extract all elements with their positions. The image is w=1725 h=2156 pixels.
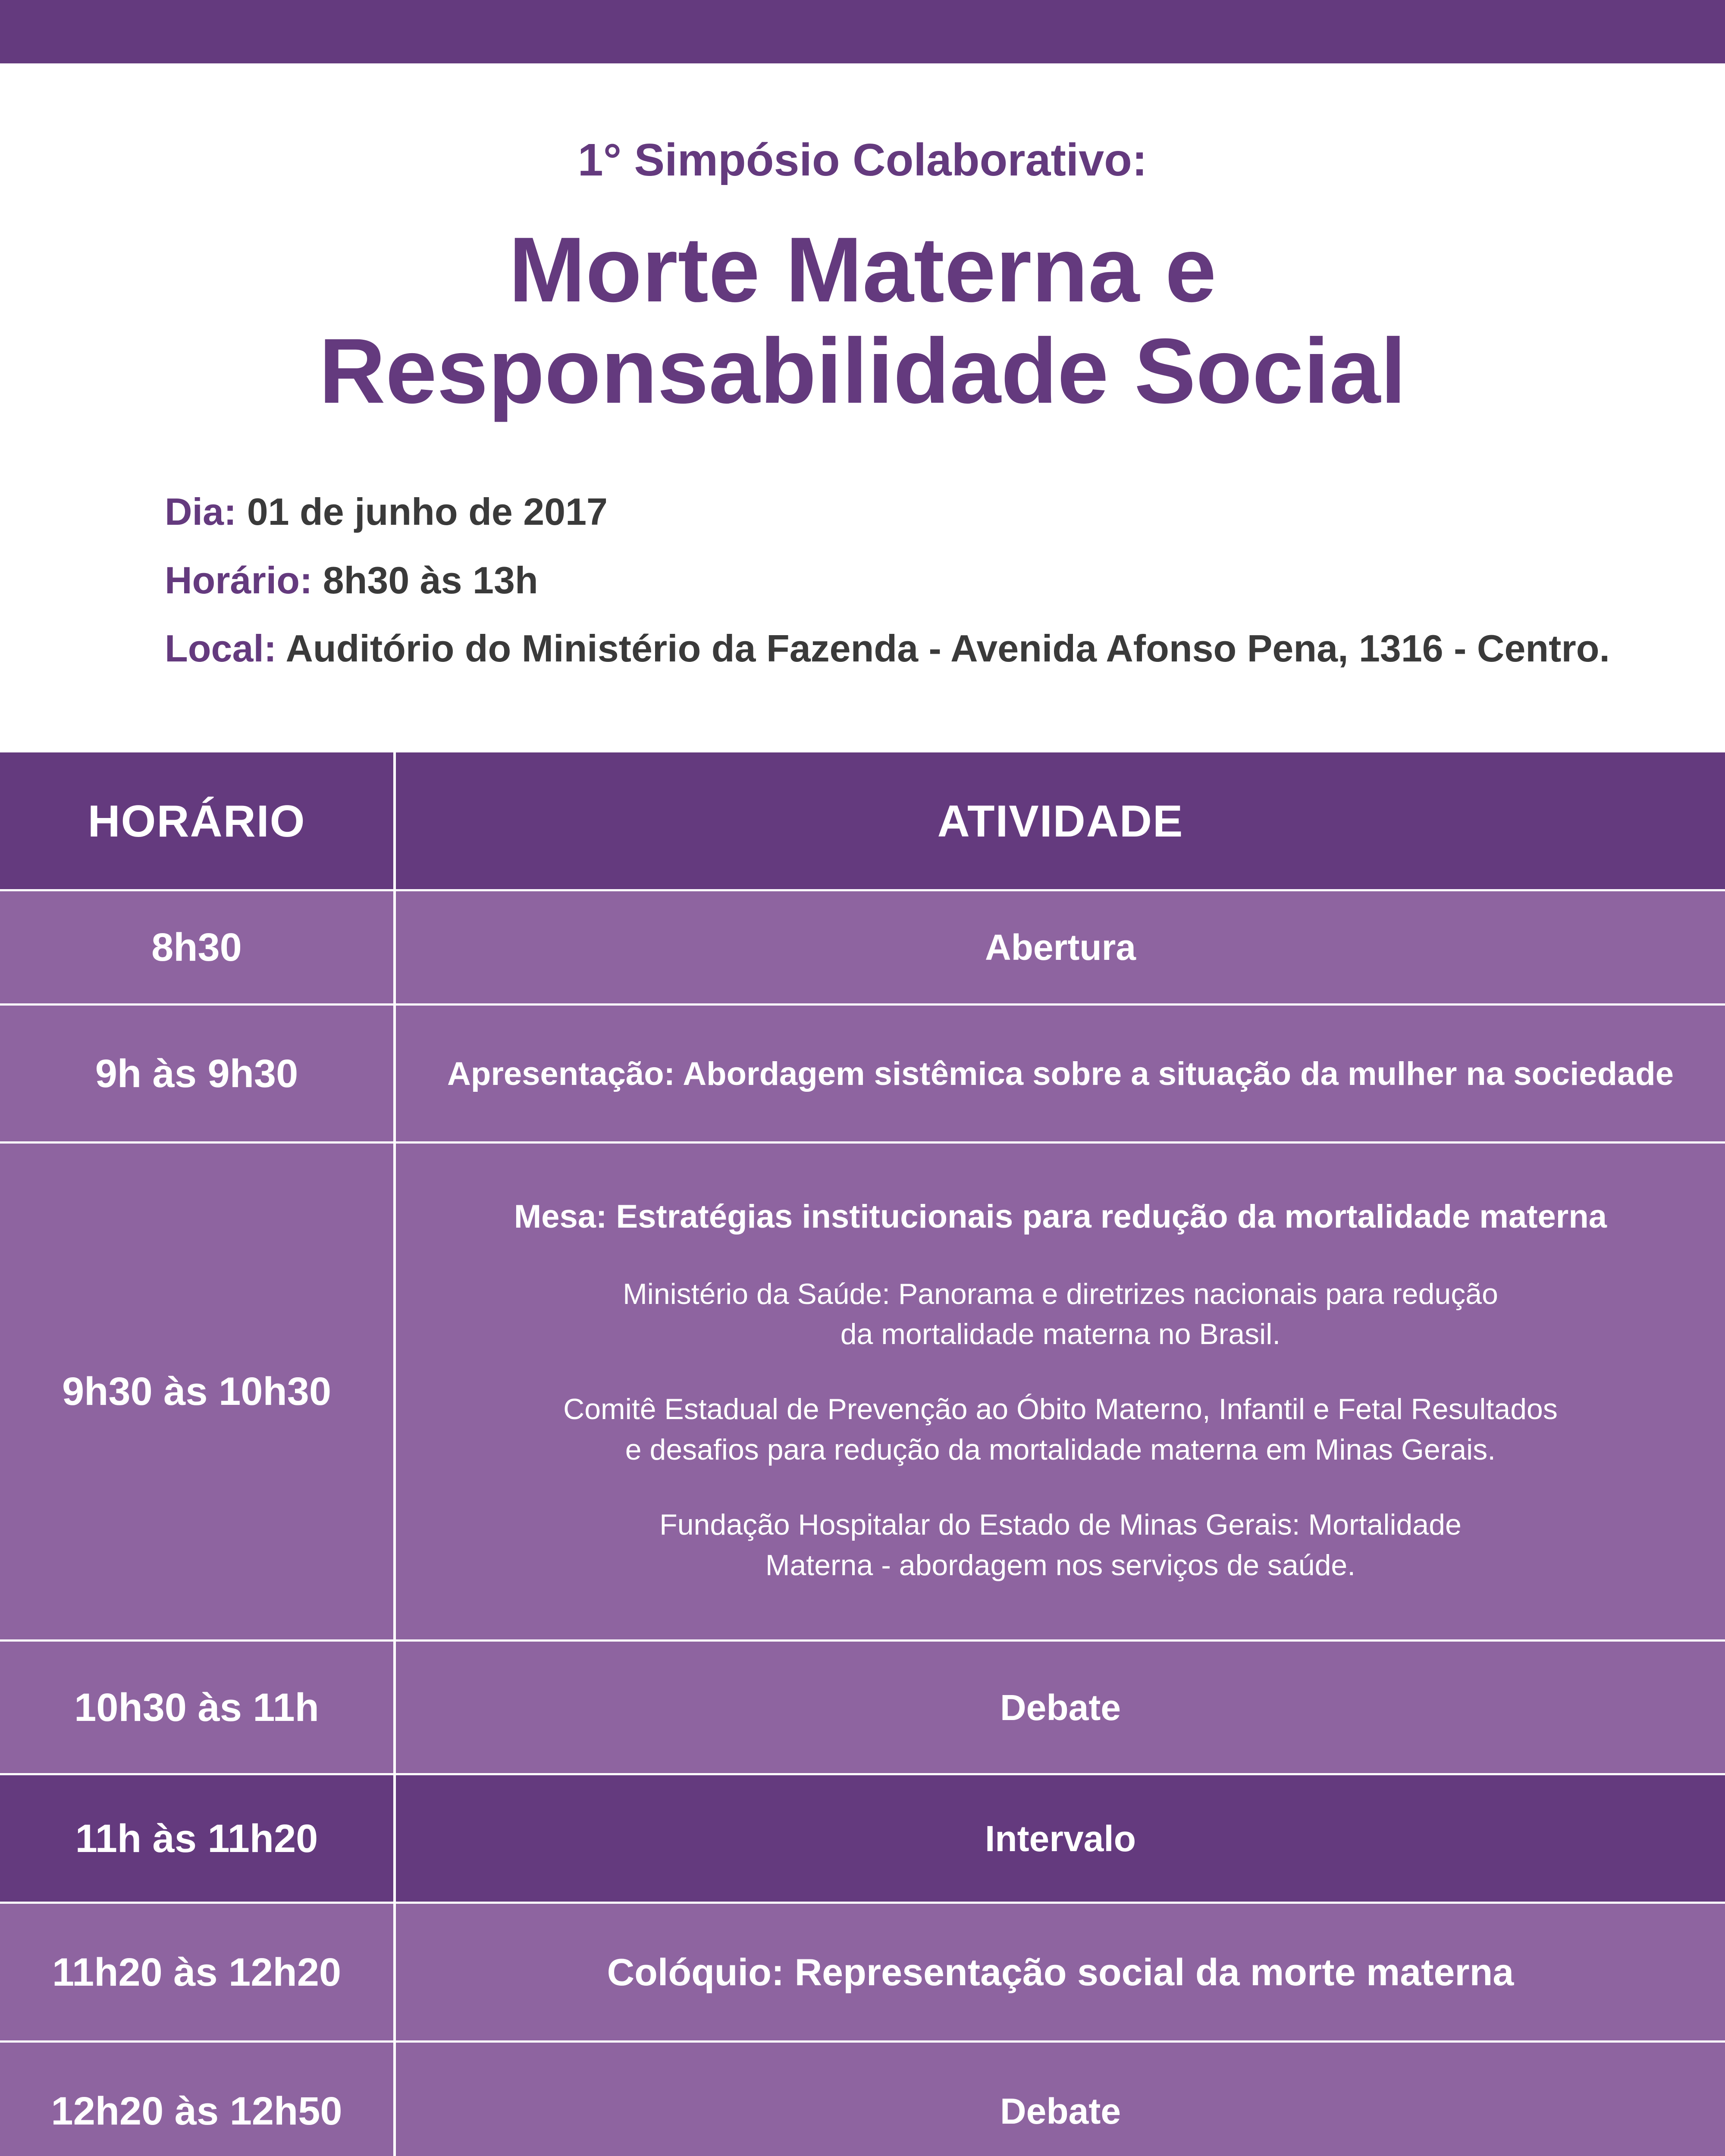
table-row — [0, 1641, 1725, 1774]
info-time-value: 8h30 às 13h — [312, 559, 538, 602]
info-location — [165, 627, 1610, 670]
row-activity: Colóquio: Representação social da morte materna — [607, 1951, 1514, 1993]
row-divider — [0, 1639, 1725, 1642]
panel-heading: Mesa: Estratégias institucionais para redução da mortalidade materna — [514, 1198, 1607, 1235]
row-activity: Apresentação: Abordagem sistêmica sobre a situação da mulher na sociedade — [447, 1055, 1674, 1092]
info-location-label: Local: — [165, 627, 277, 670]
info-time-label: Horário: — [165, 559, 313, 602]
row-divider — [0, 1902, 1725, 1904]
table-row — [0, 1005, 1725, 1143]
row-activity — [396, 1143, 1725, 1641]
row-time: 11h20 às 12h20 — [52, 1950, 342, 1994]
column-divider — [393, 752, 396, 2156]
info-date-label: Dia: — [165, 490, 237, 533]
event-title-line-2: Responsabilidade Social — [319, 320, 1406, 423]
info-time — [165, 559, 538, 602]
table-row — [0, 1143, 1725, 1641]
panel-talk: Comitê Estadual de Prevenção ao Óbito Materno, Infantil e Fetal Resultados e desafios para redução da mortalidade materna em Minas Gerais. — [563, 1393, 1558, 1466]
row-time: 12h20 às 12h50 — [51, 2089, 342, 2133]
row-divider — [0, 2040, 1725, 2043]
event-title — [0, 219, 1725, 422]
table-row — [0, 2042, 1725, 2156]
row-activity: Debate — [1000, 2090, 1121, 2131]
row-activity: Debate — [1000, 1687, 1121, 1728]
row-activity: Abertura — [985, 927, 1136, 968]
row-activity: Intervalo — [985, 1818, 1136, 1859]
event-subtitle: 1° Simpósio Colaborativo: — [577, 135, 1148, 185]
panel-talk: Fundação Hospitalar do Estado de Minas Gerais: Mortalidade Materna - abordagem nos serviços de saúde. — [659, 1508, 1462, 1582]
row-divider — [0, 1141, 1725, 1144]
row-divider — [0, 889, 1725, 891]
table-row — [0, 890, 1725, 1005]
row-divider — [0, 1003, 1725, 1006]
row-time: 10h30 às 11h — [74, 1685, 319, 1730]
top-banner — [0, 0, 1725, 63]
event-title-line-1: Morte Materna e — [508, 218, 1217, 321]
info-date — [165, 490, 608, 533]
info-location-value: Auditório do Ministério da Fazenda - Avenida Afonso Pena, 1316 - Centro. — [276, 627, 1610, 670]
header-activity: ATIVIDADE — [937, 796, 1184, 846]
row-time: 8h30 — [151, 925, 242, 969]
table-row — [0, 1903, 1725, 2042]
info-date-value: 01 de junho de 2017 — [236, 490, 608, 533]
schedule-header-row — [0, 752, 1725, 890]
header-time: HORÁRIO — [88, 796, 306, 846]
row-time: 9h às 9h30 — [95, 1051, 298, 1096]
row-time: 11h às 11h20 — [75, 1816, 318, 1861]
panel-talk: Ministério da Saúde: Panorama e diretrizes nacionais para redução da mortalidade materna no Brasil. — [623, 1277, 1498, 1351]
row-time: 9h30 às 10h30 — [62, 1369, 331, 1413]
table-row — [0, 1774, 1725, 1903]
row-divider — [0, 1773, 1725, 1775]
schedule-table — [0, 752, 1725, 2156]
